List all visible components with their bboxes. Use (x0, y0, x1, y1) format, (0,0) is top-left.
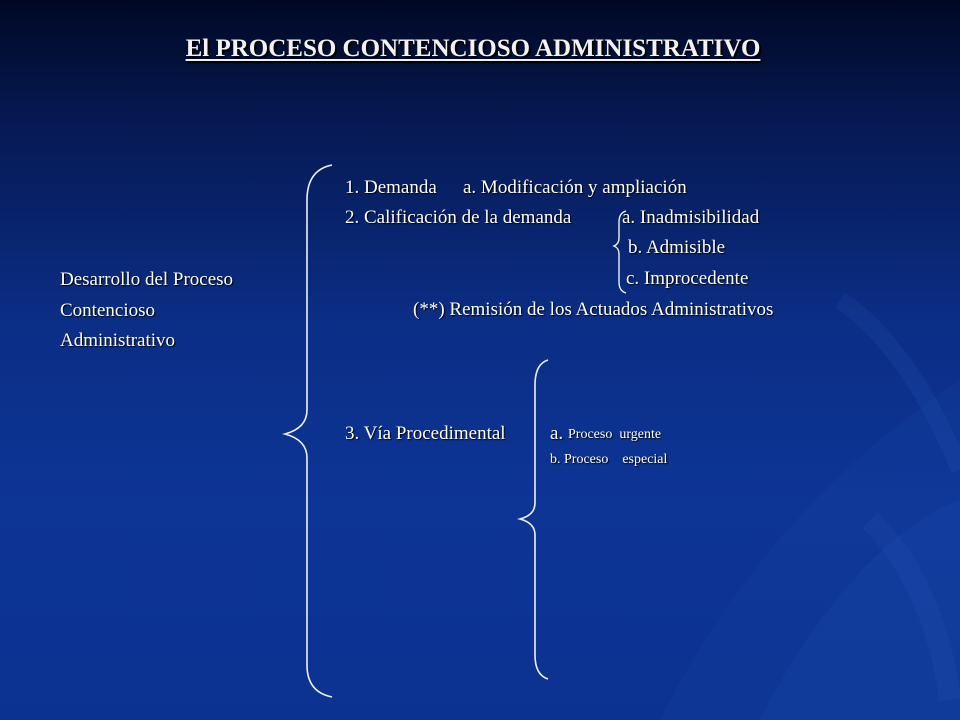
item-via-b: b. Proceso especial (550, 452, 668, 467)
item-calificacion-b: b. Admisible (628, 237, 726, 258)
page-title: El PROCESO CONTENCIOSO ADMINISTRATIVO (185, 35, 761, 62)
left-label-line1: Desarrollo del Proceso (60, 269, 234, 290)
item-via-procedimental: 3. Vía Procedimental (345, 423, 506, 444)
via-brace (520, 360, 548, 679)
main-brace (285, 165, 332, 697)
item-calificacion: 2. Calificación de la demanda (345, 207, 572, 228)
item-remision: (**) Remisión de los Actuados Administrativos (413, 299, 774, 320)
item-via-a-prefix: a. (550, 423, 564, 444)
left-label-line2: Contencioso (60, 300, 155, 321)
item-demanda: 1. Demanda (345, 177, 437, 198)
item-demanda-sub: a. Modificación y ampliación (463, 177, 687, 198)
left-label-line3: Administrativo (60, 330, 176, 351)
item-via-a: Proceso urgente (568, 427, 662, 442)
item-calificacion-c: c. Improcedente (626, 268, 749, 289)
item-calificacion-a: a. Inadmisibilidad (622, 207, 760, 228)
